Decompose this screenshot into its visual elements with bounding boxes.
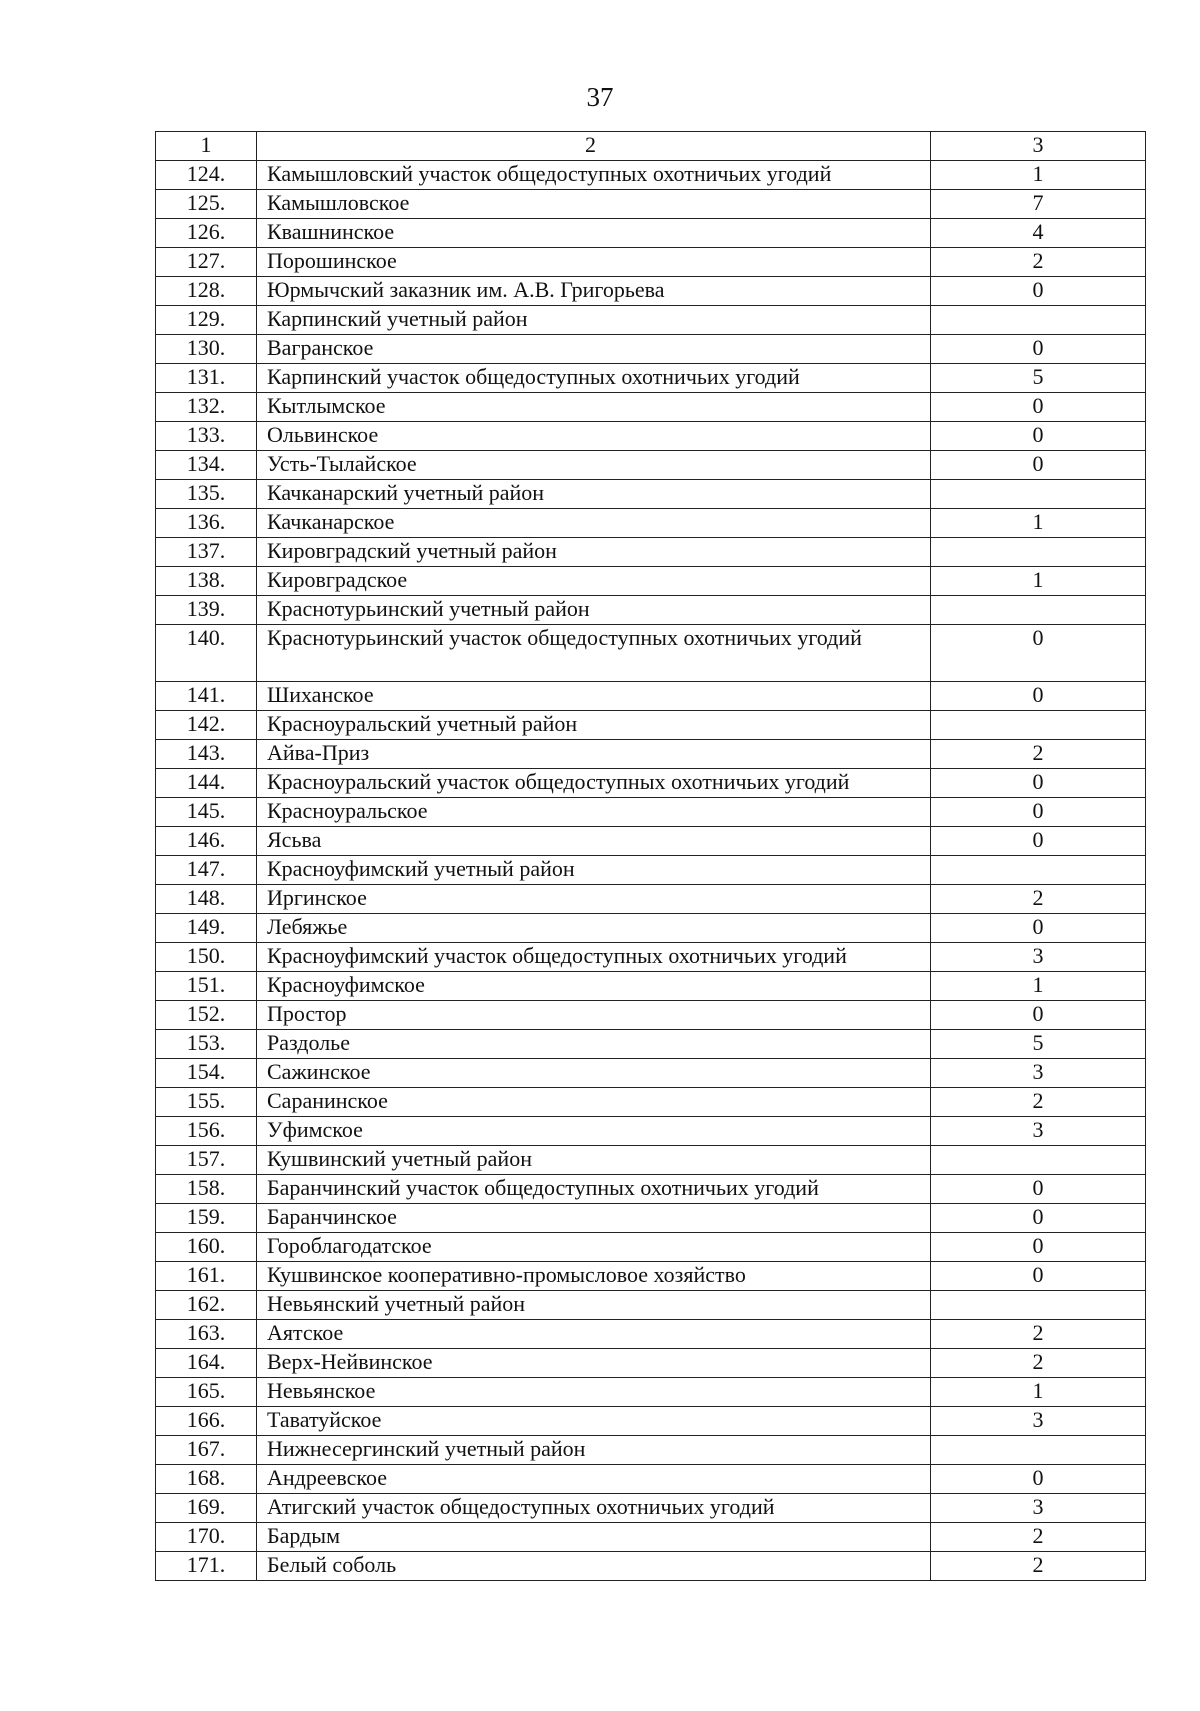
row-value-cell: 2 — [931, 740, 1146, 769]
table-row — [156, 1117, 1146, 1146]
row-number-cell: 129. — [156, 306, 257, 335]
row-number-cell: 139. — [156, 596, 257, 625]
row-number-cell: 163. — [156, 1320, 257, 1349]
row-value-cell: 1 — [931, 509, 1146, 538]
row-number-cell: 159. — [156, 1204, 257, 1233]
row-number-cell: 127. — [156, 248, 257, 277]
row-value-cell: 0 — [931, 769, 1146, 798]
row-number-cell: 156. — [156, 1117, 257, 1146]
row-value-cell: 3 — [931, 1407, 1146, 1436]
row-number-cell: 170. — [156, 1523, 257, 1552]
row-value-cell — [931, 306, 1146, 335]
row-name-cell: Карпинский участок общедоступных охотничьих угодий — [257, 364, 931, 393]
table-row — [156, 740, 1146, 769]
row-number-cell: 132. — [156, 393, 257, 422]
row-name-cell: Красноуфимское — [257, 972, 931, 1001]
row-name-cell: Кировградский учетный район — [257, 538, 931, 567]
row-name-cell: Ясьва — [257, 827, 931, 856]
row-name-cell: Квашнинское — [257, 219, 931, 248]
row-value-cell: 2 — [931, 1320, 1146, 1349]
row-number-cell: 168. — [156, 1465, 257, 1494]
table-row — [156, 248, 1146, 277]
table-row — [156, 885, 1146, 914]
row-name-cell: Карпинский учетный район — [257, 306, 931, 335]
row-name-cell: Саранинское — [257, 1088, 931, 1117]
table-row — [156, 1233, 1146, 1262]
table-row — [156, 1407, 1146, 1436]
row-name-cell: Красноуфимский участок общедоступных охотничьих угодий — [257, 943, 931, 972]
row-name-cell: Нижнесергинский учетный район — [257, 1436, 931, 1465]
table-row — [156, 422, 1146, 451]
row-number-cell: 166. — [156, 1407, 257, 1436]
table-row — [156, 856, 1146, 885]
row-number-cell: 124. — [156, 161, 257, 190]
row-number-cell: 145. — [156, 798, 257, 827]
row-value-cell: 0 — [931, 682, 1146, 711]
row-name-cell: Красноуральский учетный район — [257, 711, 931, 740]
table-row — [156, 914, 1146, 943]
row-name-cell: Белый соболь — [257, 1552, 931, 1581]
row-name-cell: Таватуйское — [257, 1407, 931, 1436]
row-number-cell: 155. — [156, 1088, 257, 1117]
row-name-cell: Камышловский участок общедоступных охотничьих угодий — [257, 161, 931, 190]
table-row — [156, 1088, 1146, 1117]
row-number-cell: 165. — [156, 1378, 257, 1407]
table-row — [156, 711, 1146, 740]
row-name-cell: Красноуральское — [257, 798, 931, 827]
row-number-cell: 125. — [156, 190, 257, 219]
row-value-cell: 4 — [931, 219, 1146, 248]
row-number-cell: 164. — [156, 1349, 257, 1378]
row-number-cell: 144. — [156, 769, 257, 798]
row-name-cell: Ольвинское — [257, 422, 931, 451]
table-row — [156, 567, 1146, 596]
row-value-cell: 2 — [931, 885, 1146, 914]
table-row — [156, 1175, 1146, 1204]
row-name-cell: Аятское — [257, 1320, 931, 1349]
row-number-cell: 135. — [156, 480, 257, 509]
row-value-cell: 1 — [931, 972, 1146, 1001]
row-value-cell: 3 — [931, 943, 1146, 972]
row-number-cell: 133. — [156, 422, 257, 451]
row-value-cell: 0 — [931, 914, 1146, 943]
table-row — [156, 277, 1146, 306]
row-value-cell: 2 — [931, 1552, 1146, 1581]
row-value-cell: 3 — [931, 1494, 1146, 1523]
table-body — [156, 132, 1146, 1581]
table-row — [156, 509, 1146, 538]
row-name-cell: Лебяжье — [257, 914, 931, 943]
row-name-cell: Кытлымское — [257, 393, 931, 422]
row-name-cell: Раздолье — [257, 1030, 931, 1059]
row-number-cell: 169. — [156, 1494, 257, 1523]
table-row — [156, 1146, 1146, 1175]
row-name-cell: Айва-Приз — [257, 740, 931, 769]
row-value-cell: 0 — [931, 798, 1146, 827]
row-number-cell: 140. — [156, 625, 257, 682]
row-name-cell: Бардым — [257, 1523, 931, 1552]
row-name-cell: Качканарское — [257, 509, 931, 538]
row-value-cell: 0 — [931, 1233, 1146, 1262]
table-row — [156, 769, 1146, 798]
row-name-cell: Верх-Нейвинское — [257, 1349, 931, 1378]
table-row — [156, 798, 1146, 827]
row-name-cell: Невьянский учетный район — [257, 1291, 931, 1320]
row-name-cell: Баранчинский участок общедоступных охотничьих угодий — [257, 1175, 931, 1204]
row-number-cell: 149. — [156, 914, 257, 943]
table-row — [156, 1291, 1146, 1320]
row-name-cell: Уфимское — [257, 1117, 931, 1146]
table-row — [156, 1262, 1146, 1291]
row-value-cell: 0 — [931, 451, 1146, 480]
table-row — [156, 827, 1146, 856]
row-number-cell: 151. — [156, 972, 257, 1001]
table-row — [156, 538, 1146, 567]
table-row — [156, 161, 1146, 190]
row-number-cell: 134. — [156, 451, 257, 480]
row-name-cell: Андреевское — [257, 1465, 931, 1494]
row-name-cell: Красноуфимский учетный район — [257, 856, 931, 885]
row-name-cell: Порошинское — [257, 248, 931, 277]
row-value-cell — [931, 1291, 1146, 1320]
table-row — [156, 480, 1146, 509]
table-row — [156, 1204, 1146, 1233]
row-number-cell: 167. — [156, 1436, 257, 1465]
row-number-cell: 161. — [156, 1262, 257, 1291]
row-number-cell: 142. — [156, 711, 257, 740]
table-row — [156, 682, 1146, 711]
data-table — [155, 131, 1146, 1581]
table-row — [156, 1001, 1146, 1030]
row-name-cell: Вагранское — [257, 335, 931, 364]
row-name-cell: Юрмычский заказник им. А.В. Григорьева — [257, 277, 931, 306]
row-number-cell: 126. — [156, 219, 257, 248]
table-row — [156, 1465, 1146, 1494]
table-row — [156, 1030, 1146, 1059]
row-value-cell — [931, 1146, 1146, 1175]
row-number-cell: 162. — [156, 1291, 257, 1320]
row-number-cell: 148. — [156, 885, 257, 914]
row-value-cell: 0 — [931, 1204, 1146, 1233]
row-name-cell: Кушвинский учетный район — [257, 1146, 931, 1175]
row-name-cell: Красноуральский участок общедоступных охотничьих угодий — [257, 769, 931, 798]
row-name-cell: Гороблагодатское — [257, 1233, 931, 1262]
row-number-cell: 160. — [156, 1233, 257, 1262]
table-row — [156, 943, 1146, 972]
row-name-cell: Кушвинское кооперативно-промысловое хозяйство — [257, 1262, 931, 1291]
table-row — [156, 1552, 1146, 1581]
row-number-cell: 158. — [156, 1175, 257, 1204]
header-col-1: 1 — [156, 132, 257, 161]
row-name-cell: Невьянское — [257, 1378, 931, 1407]
header-col-3: 3 — [931, 132, 1146, 161]
row-value-cell — [931, 1436, 1146, 1465]
row-number-cell: 137. — [156, 538, 257, 567]
table-row — [156, 972, 1146, 1001]
row-number-cell: 130. — [156, 335, 257, 364]
row-name-cell: Шиханское — [257, 682, 931, 711]
table-row — [156, 1378, 1146, 1407]
row-value-cell: 0 — [931, 625, 1146, 682]
row-value-cell: 7 — [931, 190, 1146, 219]
row-name-cell: Атигский участок общедоступных охотничьих угодий — [257, 1494, 931, 1523]
row-number-cell: 143. — [156, 740, 257, 769]
row-value-cell: 1 — [931, 567, 1146, 596]
row-value-cell: 0 — [931, 393, 1146, 422]
row-value-cell: 0 — [931, 1175, 1146, 1204]
header-col-2: 2 — [257, 132, 931, 161]
table-row — [156, 364, 1146, 393]
row-name-cell: Краснотурьинский участок общедоступных охотничьих угодий — [257, 625, 931, 682]
row-number-cell: 146. — [156, 827, 257, 856]
header-row — [156, 132, 1146, 161]
table-row — [156, 190, 1146, 219]
row-value-cell: 2 — [931, 1523, 1146, 1552]
row-value-cell — [931, 711, 1146, 740]
table-row — [156, 1349, 1146, 1378]
row-value-cell — [931, 538, 1146, 567]
row-value-cell — [931, 596, 1146, 625]
row-value-cell: 0 — [931, 827, 1146, 856]
row-number-cell: 147. — [156, 856, 257, 885]
row-value-cell — [931, 856, 1146, 885]
row-value-cell: 5 — [931, 364, 1146, 393]
row-number-cell: 138. — [156, 567, 257, 596]
row-value-cell: 0 — [931, 422, 1146, 451]
row-number-cell: 128. — [156, 277, 257, 306]
row-name-cell: Кировградское — [257, 567, 931, 596]
row-value-cell: 0 — [931, 277, 1146, 306]
table-row — [156, 306, 1146, 335]
row-number-cell: 157. — [156, 1146, 257, 1175]
row-value-cell: 0 — [931, 335, 1146, 364]
table-row — [156, 219, 1146, 248]
row-number-cell: 152. — [156, 1001, 257, 1030]
row-number-cell: 150. — [156, 943, 257, 972]
row-name-cell: Краснотурьинский учетный район — [257, 596, 931, 625]
row-name-cell: Камышловское — [257, 190, 931, 219]
row-value-cell: 2 — [931, 1349, 1146, 1378]
row-name-cell: Усть-Тылайское — [257, 451, 931, 480]
row-number-cell: 131. — [156, 364, 257, 393]
table-row — [156, 451, 1146, 480]
page-number: 37 — [586, 82, 614, 112]
row-value-cell: 5 — [931, 1030, 1146, 1059]
row-value-cell: 2 — [931, 248, 1146, 277]
row-value-cell: 2 — [931, 1088, 1146, 1117]
table-row — [156, 625, 1146, 682]
row-name-cell: Иргинское — [257, 885, 931, 914]
row-value-cell: 0 — [931, 1465, 1146, 1494]
table-row — [156, 1320, 1146, 1349]
row-value-cell — [931, 480, 1146, 509]
row-value-cell: 0 — [931, 1001, 1146, 1030]
table-row — [156, 596, 1146, 625]
row-number-cell: 154. — [156, 1059, 257, 1088]
row-number-cell: 171. — [156, 1552, 257, 1581]
row-value-cell: 1 — [931, 161, 1146, 190]
table-row — [156, 393, 1146, 422]
row-number-cell: 136. — [156, 509, 257, 538]
table-row — [156, 1059, 1146, 1088]
table-row — [156, 1436, 1146, 1465]
row-number-cell: 141. — [156, 682, 257, 711]
row-name-cell: Качканарский учетный район — [257, 480, 931, 509]
row-name-cell: Баранчинское — [257, 1204, 931, 1233]
table-row — [156, 1523, 1146, 1552]
row-name-cell: Сажинское — [257, 1059, 931, 1088]
table-row — [156, 1494, 1146, 1523]
row-value-cell: 3 — [931, 1059, 1146, 1088]
row-value-cell: 0 — [931, 1262, 1146, 1291]
row-value-cell: 1 — [931, 1378, 1146, 1407]
table-row — [156, 335, 1146, 364]
row-name-cell: Простор — [257, 1001, 931, 1030]
row-number-cell: 153. — [156, 1030, 257, 1059]
row-value-cell: 3 — [931, 1117, 1146, 1146]
